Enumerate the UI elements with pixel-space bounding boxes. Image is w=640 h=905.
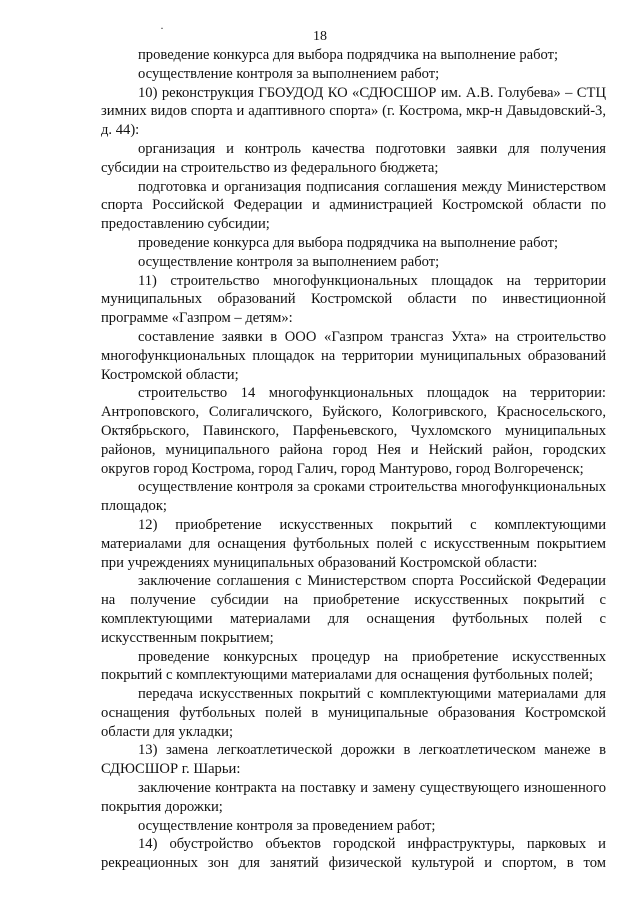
paragraph: 10) реконструкция ГБОУДОД КО «СДЮСШОР им. А.В. Голубева» – СТЦ зимних видов спорта и адаптивного спорта» (г. Кострома, мкр-н Давыдовский-3, д. 44):: [101, 84, 606, 139]
paragraph: организация и контроль качества подготовки заявки для получения субсидии на строительство из федерального бюджета;: [101, 140, 606, 176]
paragraph: составление заявки в ООО «Газпром трансгаз Ухта» на строительство многофункциональных площадок на территории муниципальных образований Костромской области;: [101, 328, 606, 383]
paragraph: 11) строительство многофункциональных площадок на территории муниципальных образований Костромской области по инвестиционной программе «Газпром – детям»:: [101, 272, 606, 327]
paragraph: строительство 14 многофункциональных площадок на территории: Антроповского, Солигаличского, Буйского, Кологривского, Красносельского, Октябрьского, Павинского, Парфеньевского, Чухломского муниципальных районов, муниципального района город Нея и Нейский район, городских округов город Кострома, город Галич, город Мантурово, город Волгореченск;: [101, 385, 606, 477]
paragraph: осуществление контроля за выполнением работ;: [138, 65, 440, 82]
paragraph: подготовка и организация подписания соглашения между Министерством спорта Российской Федерации и администрацией Костромской области по предоставлению субсидии;: [101, 178, 606, 233]
paragraph: 14) обустройство объектов городской инфраструктуры, парковых и рекреационных зон для занятий физической культурой и спортом, в том: [101, 836, 606, 872]
page-number: 18: [313, 29, 327, 44]
paragraph: осуществление контроля за проведением работ;: [138, 817, 436, 834]
paragraph: 13) замена легкоатлетической дорожки в легкоатлетическом манеже в СДЮСШОР г. Шарьи:: [101, 742, 606, 778]
paragraph: проведение конкурса для выбора подрядчика на выполнение работ;: [138, 47, 559, 63]
paragraph: 12) приобретение искусственных покрытий с комплектующими материалами для оснащения футбольных полей с искусственным покрытием при учреждениях муниципальных образований Костромской области:: [101, 516, 606, 571]
paragraph: заключение контракта на поставку и замену существующего изношенного покрытия дорожки;: [101, 780, 606, 815]
body-text: [101, 46, 606, 873]
paragraph: проведение конкурса для выбора подрядчика на выполнение работ;: [138, 234, 559, 251]
scan-mark: ·: [160, 21, 164, 35]
paragraph: проведение конкурсных процедур на приобретение искусственных покрытий с комплектующими материалами для оснащения футбольных полей;: [101, 648, 606, 684]
paragraph: заключение соглашения с Министерством спорта Российской Федерации на получение субсидии на приобретение искусственных покрытий с комплектующими материалами для оснащения футбольных полей с искусственным покрытием;: [101, 573, 606, 646]
paragraph: передача искусственных покрытий с комплектующими материалами для оснащения футбольных полей в муниципальные образования Костромской области для укладки;: [101, 686, 606, 740]
paragraph: осуществление контроля за сроками строительства многофункциональных площадок;: [101, 479, 606, 515]
paragraph: осуществление контроля за выполнением работ;: [138, 253, 440, 270]
